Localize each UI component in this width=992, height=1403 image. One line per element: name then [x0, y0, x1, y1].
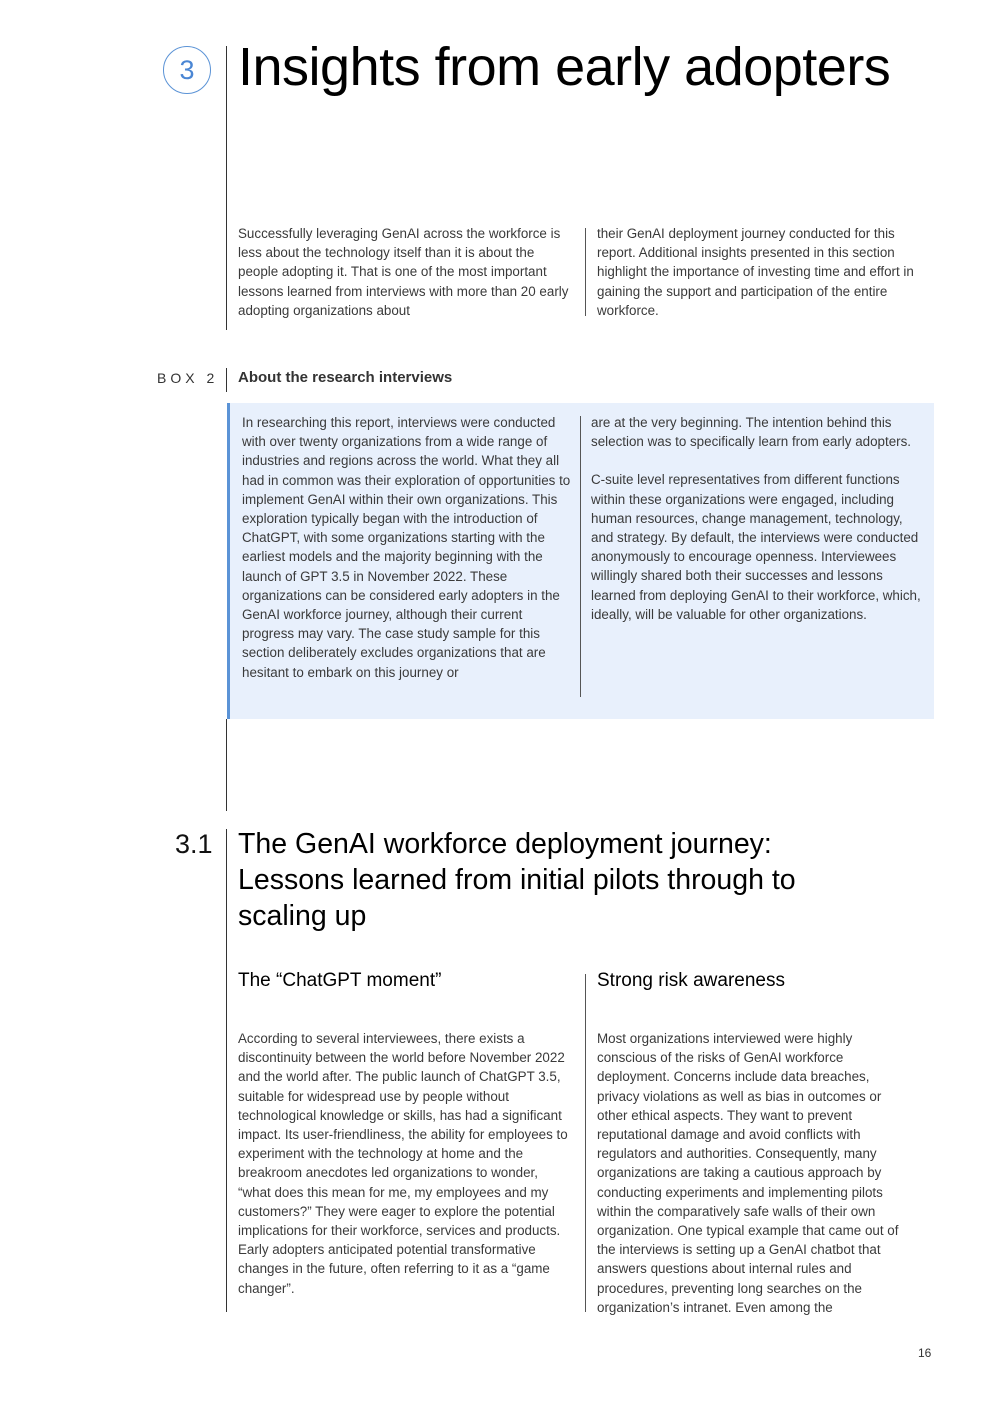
- box-right-paragraph-1: are at the very beginning. The intention behind this selection was to specifically learn from early adopters.: [591, 415, 912, 450]
- box-right-column: [591, 413, 926, 624]
- gap-rule: [226, 719, 227, 811]
- box-label: BOX 2: [157, 370, 219, 386]
- page-number: 16: [918, 1346, 932, 1360]
- page-title: Insights from early adopters: [238, 37, 891, 97]
- section-title: The GenAI workforce deployment journey: Lessons learned from initial pilots through to scaling up: [238, 828, 796, 932]
- chapter-number-badge: [163, 46, 211, 94]
- intro-column-divider: [585, 228, 586, 316]
- box-rule: [226, 368, 227, 392]
- subheading-risk-awareness: Strong risk awareness: [597, 970, 785, 991]
- section-number: 3.1: [175, 829, 213, 859]
- intro-right-column: their GenAI deployment journey conducted for this report. Additional insights presented in this section highlight the importance of investing time and effort in gaining the support and participation of the entire workforce.: [597, 226, 914, 318]
- section-column-divider: [585, 974, 586, 1312]
- section-rule: [226, 829, 227, 1312]
- chatgpt-moment-body: According to several interviewees, there exists a discontinuity between the world before November 2022 and the world after. The public launch of ChatGPT 3.5, suitable for widespread use by people without technological knowledge or skills, has had a significant impact. Its user-friendliness, the ability for employees to experiment with the technology at home and the breakroom anecdotes led organizations to wonder, “what does this mean for me, my employees and my customers?” They were eager to explore the potential implications for their workforce, services and products. Early adopters anticipated potential transformative changes in the future, often referring to it as a “game changer”.: [238, 1031, 568, 1296]
- box-title: About the research interviews: [238, 369, 453, 386]
- chapter-number: 3: [179, 54, 195, 85]
- chapter-rule: [226, 46, 227, 330]
- risk-awareness-body: Most organizations interviewed were highly conscious of the risks of GenAI workforce deployment. Concerns include data breaches, privacy violations as well as bias in outcomes or other ethical aspects. They want to prevent reputational damage and avoid conflicts with regulators and authorities. Consequently, many organizations are taking a cautious approach by conducting experiments and implementing pilots within the comparatively safe walls of their own organization. One typical example that came out of the interviews is setting up a GenAI chatbot that answers questions about internal rules and procedures, preventing long searches on the organization’s intranet. Even among the: [597, 1031, 899, 1315]
- intro-left-column: Successfully leveraging GenAI across the workforce is less about the technology itself than it is about the people adopting it. That is one of the most important lessons learned from interviews with more than 20 early adopting organizations about: [238, 226, 569, 318]
- box-column-divider: [580, 416, 581, 697]
- box-right-paragraph-2: C-suite level representatives from different functions within these organizations were engaged, including human resources, change management, technology, and strategy. By default, the interviews were conducted anonymously to encourage openness. Interviewees willingly shared both their successes and lessons learned from deploying GenAI to their workforce, which, ideally, will be valuable for other organizations.: [591, 472, 921, 622]
- box-left-column: In researching this report, interviews were conducted with over twenty organizations from a wide range of industries and regions across the world. What they all had in common was their exploration of opportunities to implement GenAI within their own organizations. This exploration typically began with the introduction of ChatGPT, with some organizations starting with the earliest models and the majority beginning with the launch of GPT 3.5 in November 2022. These organizations can be considered early adopters in the GenAI workforce journey, although their current progress may vary. The case study sample for this section deliberately excludes organizations that are hesitant to embark on this journey or: [242, 415, 571, 680]
- subheading-chatgpt-moment: The “ChatGPT moment”: [238, 970, 442, 991]
